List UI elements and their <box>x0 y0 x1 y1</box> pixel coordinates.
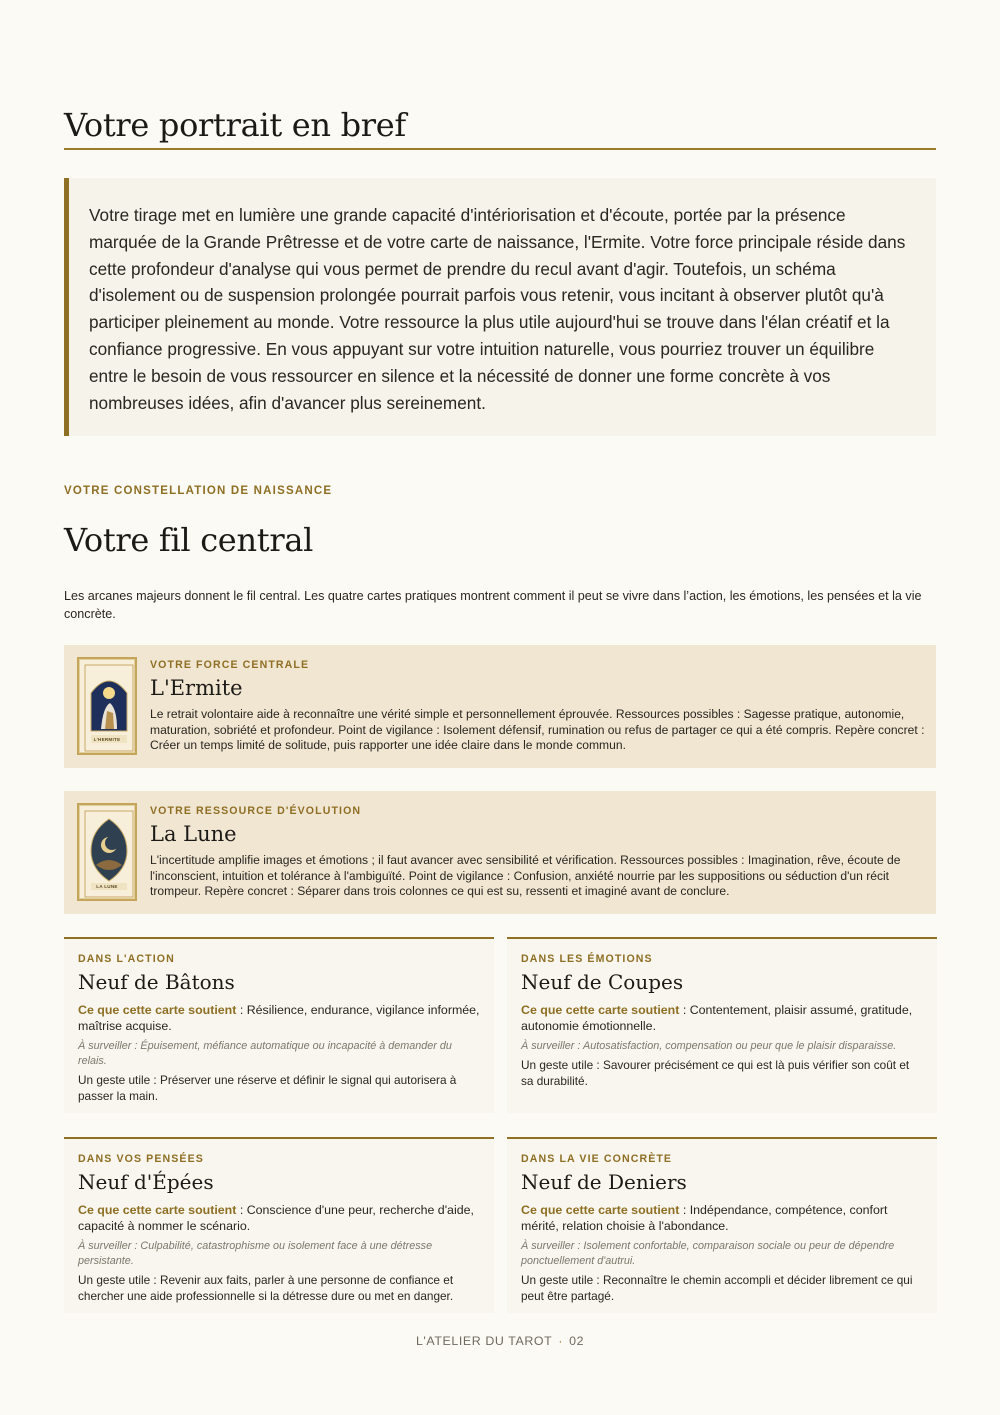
minor-support <box>78 1002 481 1034</box>
support-key: Ce que cette carte soutient <box>78 1203 237 1217</box>
page-number: 02 <box>569 1334 585 1348</box>
footer-separator: · <box>558 1334 564 1348</box>
minor-name: Neuf d'Épées <box>78 1170 214 1194</box>
constellation-intro: Les arcanes majeurs donnent le fil central. Les quatre cartes pratiques montrent comment il peut se vivre dans l’action, les émotions, les pensées et la vie concrète. <box>64 589 922 621</box>
portrait-summary <box>64 178 936 436</box>
minor-gesture: Un geste utile : Reconnaître le chemin accompli et décider librement ce qui peut être partagé. <box>521 1273 913 1303</box>
major-name: La Lune <box>150 822 237 846</box>
minor-name: Neuf de Coupes <box>521 970 684 994</box>
portrait-text: Votre tirage met en lumière une grande capacité d'intériorisation et d'écoute, portée par la présence marquée de la Grande Prêtresse et de votre carte de naissance, l'Ermite. Votre force principale réside dans cette profondeur d'analyse qui vous permet de prendre du recul avant d'agir. Toutefois, un schéma d'isolement ou de suspension prolongée pourrait parfois vous retenir, vous incitant à observer plutôt qu'à participer pleinement au monde. Votre ressource la plus utile aujourd'hui se trouve dans l'élan créatif et la confiance progressive. En vous appuyant sur votre intuition naturelle, vous pourriez trouver un équilibre entre le besoin de vous ressourcer en silence et la nécessité de donner une forme concrète à vos nombreuses idées, afin d'avancer plus sereinement. <box>89 205 906 413</box>
page-footer <box>0 1334 1000 1348</box>
minor-label: DANS LA VIE CONCRÈTE <box>521 1153 673 1165</box>
footer-brand: L'ATELIER DU TAROT <box>415 1334 553 1348</box>
hermit-illustration <box>79 659 139 757</box>
support-text: : Indépendance, compétence, confort mérité, relation choisie à l'abondance. <box>521 1203 888 1233</box>
minor-name: Neuf de Bâtons <box>78 970 235 994</box>
minor-support <box>521 1002 924 1034</box>
minor-label: DANS VOS PENSÉES <box>78 1153 204 1165</box>
portrait-title: Votre portrait en bref <box>64 106 936 150</box>
hermit-card-caption: L'HERMITE <box>93 737 121 742</box>
constellation-title: Votre fil central <box>64 521 314 559</box>
support-text: : Résilience, endurance, vigilance informée, maîtrise acquise. <box>78 1003 480 1033</box>
minor-support <box>78 1202 481 1234</box>
minor-card-action <box>64 937 494 1113</box>
support-text: : Contentement, plaisir assumé, gratitude, autonomie émotionnelle. <box>521 1003 913 1033</box>
support-key: Ce que cette carte soutient <box>521 1003 680 1017</box>
moon-card-image <box>77 803 137 901</box>
minor-card-thoughts <box>64 1137 494 1313</box>
moon-card-caption: LA LUNE <box>96 884 118 889</box>
major-card-force <box>64 645 936 768</box>
major-card-evolution <box>64 791 936 914</box>
hermit-card-image <box>77 657 137 755</box>
major-label: VOTRE RESSOURCE D'ÉVOLUTION <box>150 805 362 817</box>
minor-label: DANS L'ACTION <box>78 953 175 965</box>
minor-label: DANS LES ÉMOTIONS <box>521 953 653 965</box>
constellation-eyebrow: VOTRE CONSTELLATION DE NAISSANCE <box>64 485 333 497</box>
minor-watch: À surveiller : Épuisement, méfiance automatique ou incapacité à demander du relais. <box>78 1040 452 1067</box>
major-label: VOTRE FORCE CENTRALE <box>150 659 310 671</box>
major-description: L'incertitude amplifie images et émotions ; il faut avancer avec sensibilité et vérification. Ressources possibles : Imagination, rêve, écoute de l'inconscient, intuition et tolérance à l'ambiguïté. Point de vigilance : Confusion, anxiété nourrie par les suppositions ou séduction d'un récit trompeur. Repère concret : Séparer dans trois colonnes ce qui est su, ressenti et imaginé avant de conclure. <box>150 853 901 899</box>
minor-name: Neuf de Deniers <box>521 1170 687 1194</box>
minor-gesture: Un geste utile : Revenir aux faits, parler à une personne de confiance et chercher une aide professionnelle si la détresse dure ou met en danger. <box>78 1273 454 1303</box>
support-text: : Conscience d'une peur, recherche d'aide, capacité à nommer le scénario. <box>78 1203 474 1233</box>
minor-support <box>521 1202 924 1234</box>
major-description: Le retrait volontaire aide à reconnaître une vérité simple et personnellement éprouvée. Ressources possibles : Sagesse pratique, autonomie, maturation, sobriété et profondeur. Point de vigilance : Isolement défensif, rumination ou refus de partager ce qui a été compris. Repère concret : Créer un temps limité de solitude, puis rapporter une idée claire dans le monde commun. <box>150 707 925 753</box>
minor-watch: À surveiller : Isolement confortable, comparaison sociale ou peur de dépendre ponctuellement d'autrui. <box>521 1240 895 1267</box>
minor-watch: À surveiller : Autosatisfaction, compensation ou peur que le plaisir disparaisse. <box>521 1040 897 1052</box>
minor-card-emotions <box>507 937 937 1113</box>
support-key: Ce que cette carte soutient <box>521 1203 680 1217</box>
support-key: Ce que cette carte soutient <box>78 1003 237 1017</box>
minor-watch: À surveiller : Culpabilité, catastrophisme ou isolement face à une détresse persistante. <box>78 1240 433 1267</box>
minor-gesture: Un geste utile : Préserver une réserve et définir le signal qui autorisera à passer la main. <box>78 1073 457 1103</box>
minor-card-concrete <box>507 1137 937 1313</box>
minor-gesture: Un geste utile : Savourer précisément ce qui est là puis vérifier son coût et sa durabilité. <box>521 1058 910 1088</box>
major-name: L'Ermite <box>150 676 243 700</box>
